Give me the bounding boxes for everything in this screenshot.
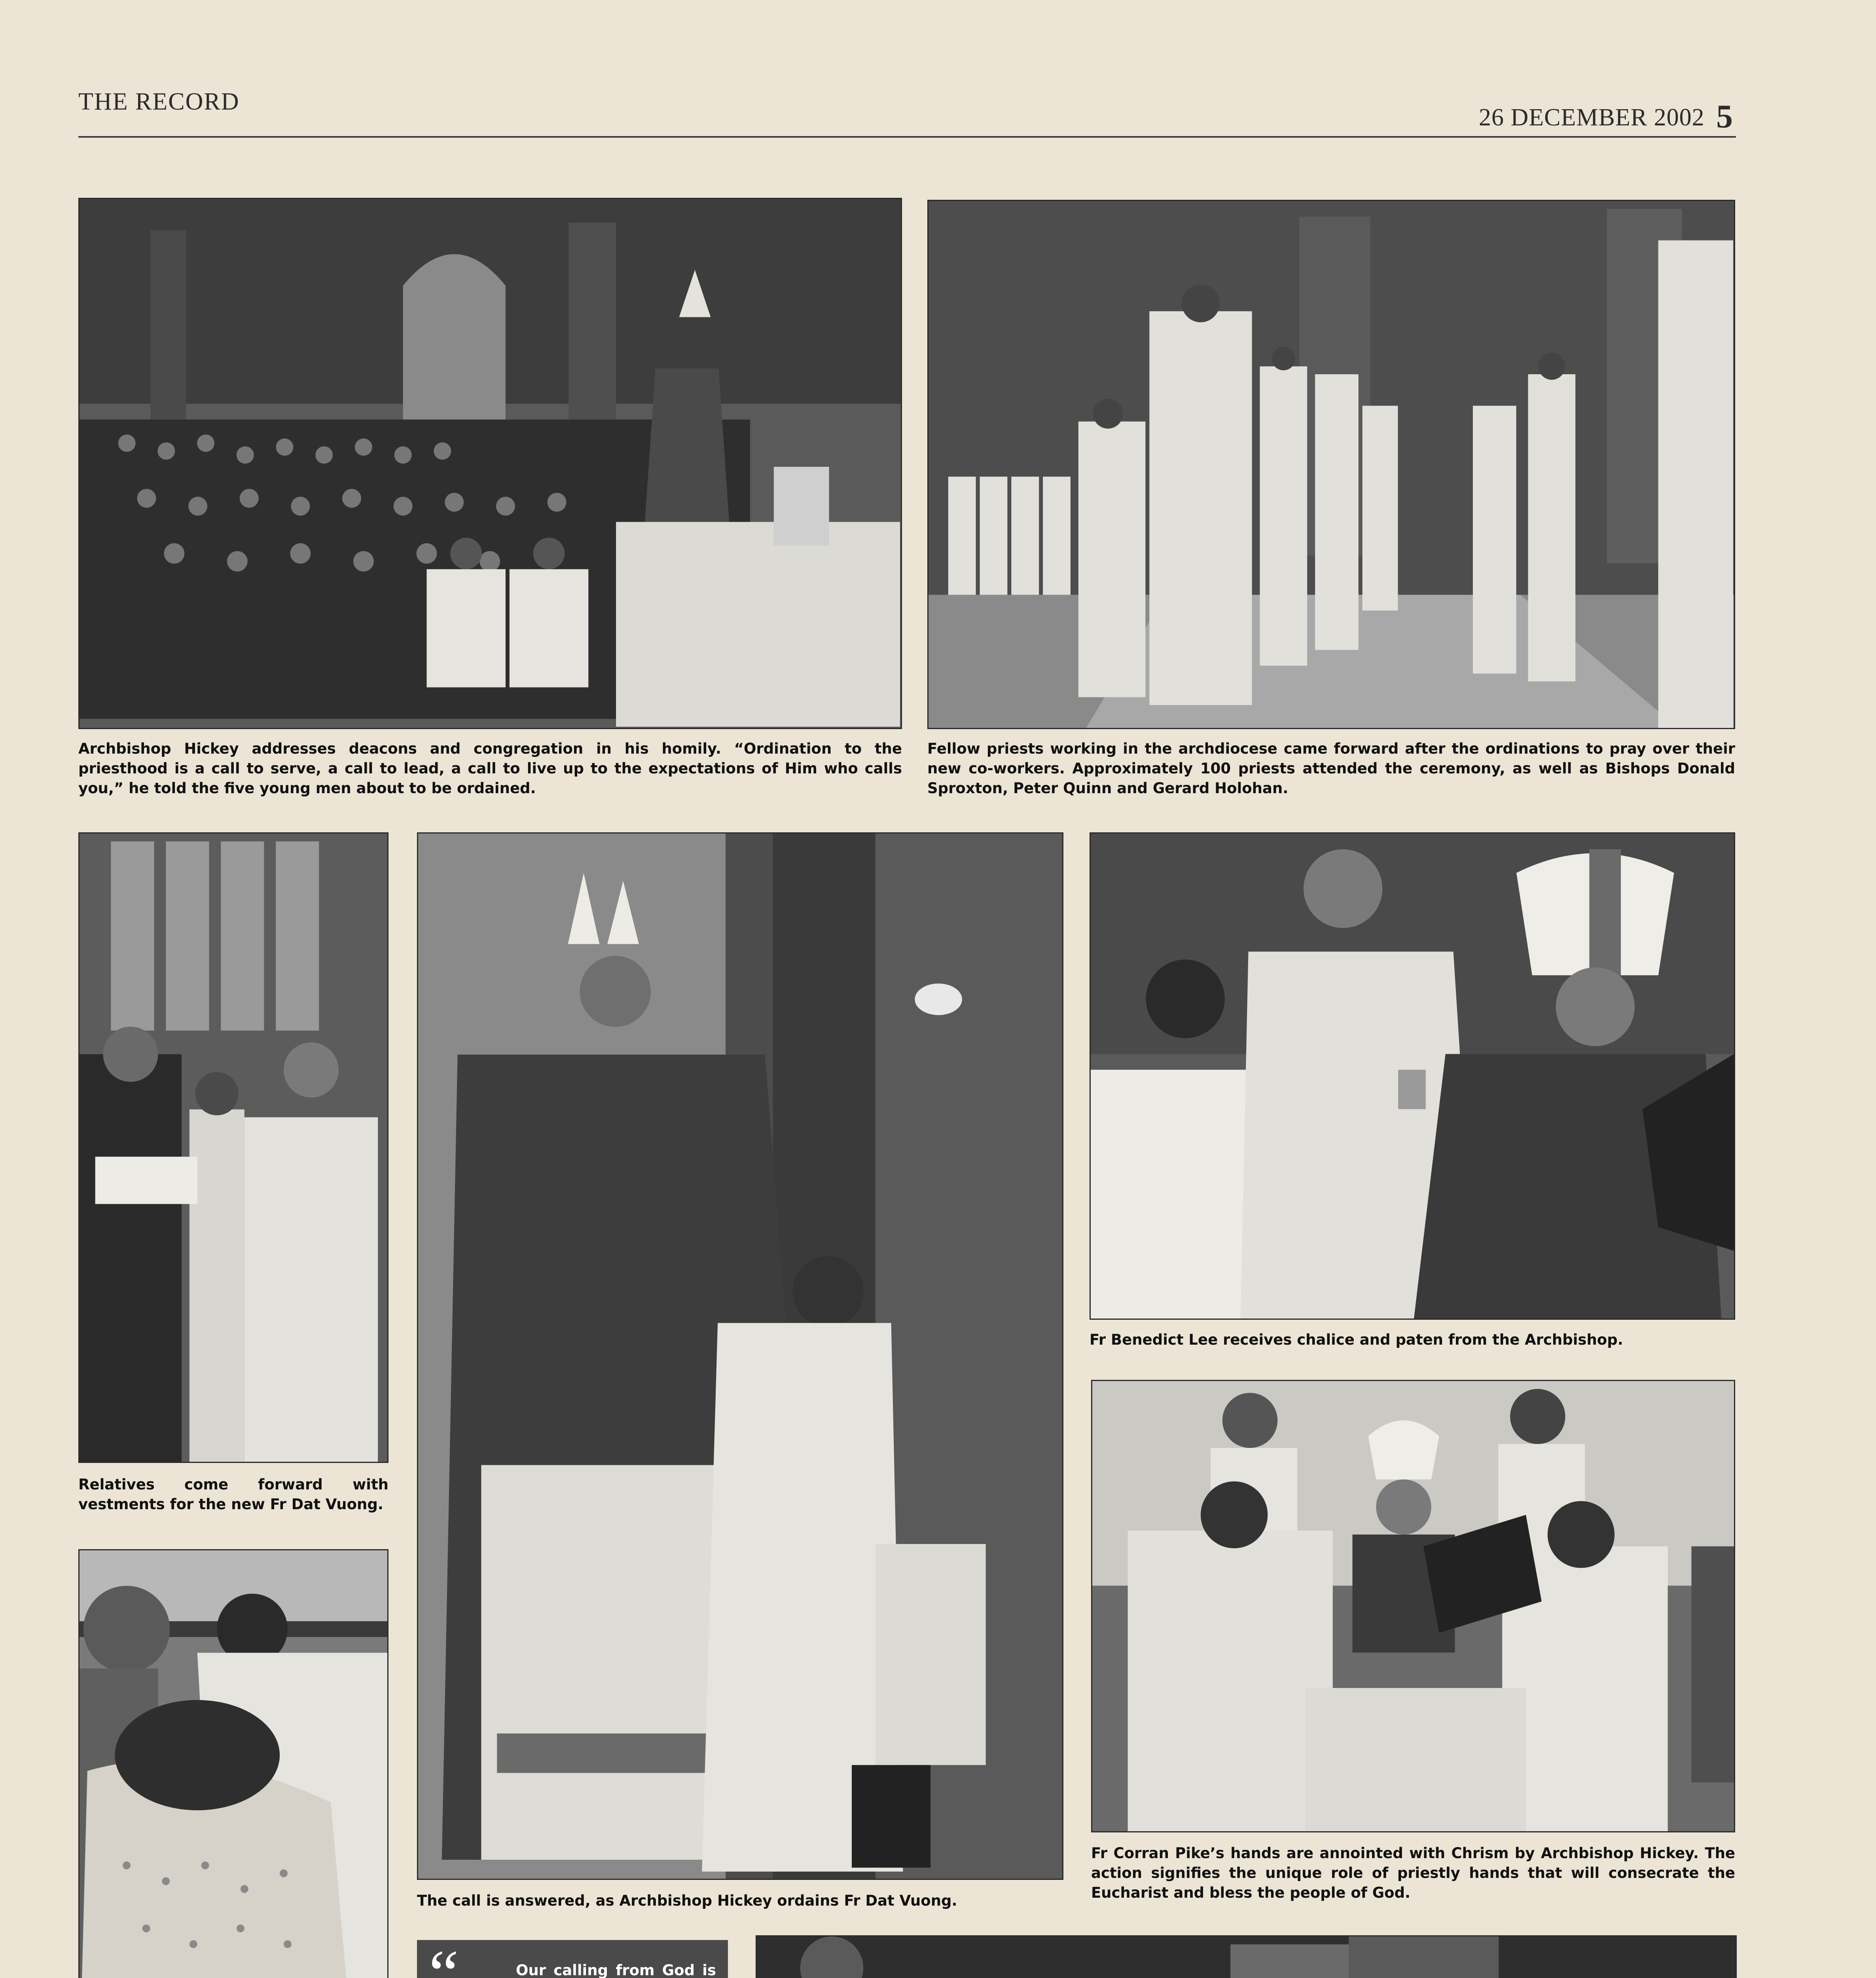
caption-priests-pray: Fellow priests working in the archdiocese came forward after the ordinations to pray over their new co-workers. Approximately 100 priests attended the ceremony, as well as Bishops Donald Sproxton, Peter Quinn and Gerard Holohan. [927, 740, 1735, 797]
photo-call-answered [417, 832, 1063, 1880]
photo-priests-pray [927, 200, 1735, 729]
photo-chrism [1091, 1380, 1735, 1832]
issue-date: 26 DECEMBER 2002 [1479, 104, 1705, 131]
photo-sagayaraj [78, 1549, 388, 1978]
caption-chrism: Fr Corran Pike’s hands are annointed with Chrism by Archbishop Hickey. The action signifies the unique role of priestly hands that will consecrate the Eucharist and bless the people of God. [1091, 1845, 1735, 1901]
quote-mark-icon: “ [429, 1936, 459, 1978]
caption-chalice: Fr Benedict Lee receives chalice and paten from the Archbishop. [1090, 1331, 1623, 1348]
pull-quote [417, 1936, 728, 1978]
quote-text: Our calling from God is [516, 1962, 716, 1978]
photo-relatives [78, 832, 388, 1463]
header-rule [78, 136, 1736, 138]
page-number: 5 [1716, 98, 1733, 135]
caption-homily: Archbishop Hickey addresses deacons and congregation in his homily. “Ordination to the priesthood is a call to serve, a call to lead, a call to live up to the expectations of Him who calls you,” he told the five young men about to be ordained. [78, 740, 902, 797]
caption-call-answered: The call is answered, as Archbishop Hickey ordains Fr Dat Vuong. [417, 1892, 957, 1909]
photo-homily [78, 198, 902, 729]
caption-relatives: Relatives come forward with vestments for the new Fr Dat Vuong. [78, 1476, 388, 1513]
photo-emotional [756, 1935, 1737, 1978]
publication-name: THE RECORD [78, 88, 240, 115]
photo-chalice [1090, 832, 1735, 1320]
